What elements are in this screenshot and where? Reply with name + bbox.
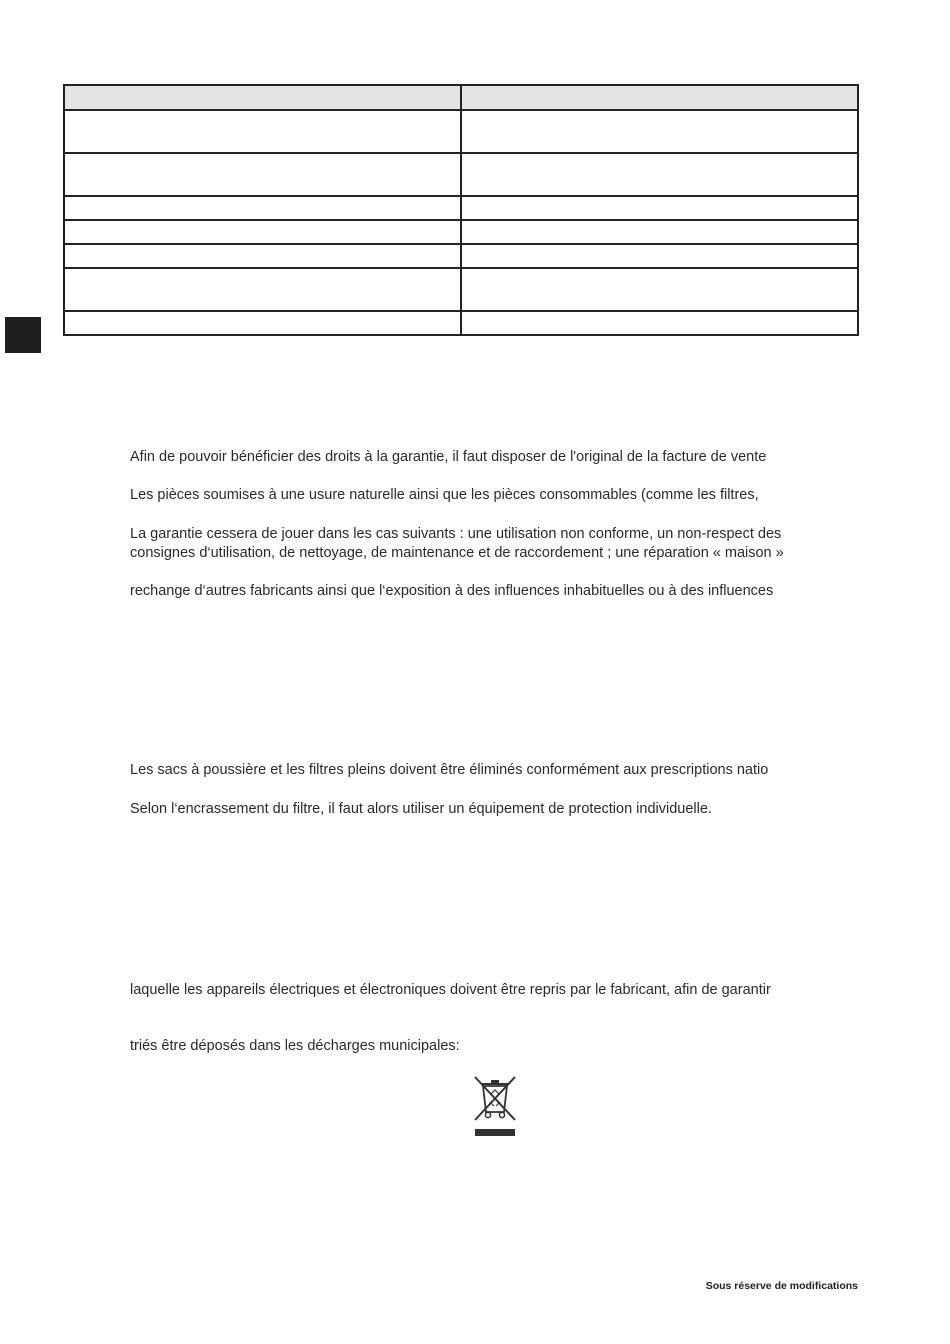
table-cell bbox=[461, 220, 858, 244]
footer-note: Sous réserve de modifications bbox=[705, 1280, 858, 1292]
table-row bbox=[64, 220, 858, 244]
warranty-exclusions-line-1: La garantie cessera de jouer dans les cas suivants : une utilisation non conforme, un non-respect des bbox=[130, 526, 782, 542]
section-tab-marker bbox=[5, 317, 41, 353]
disposal-bags-paragraph: Les sacs à poussière et les filtres pleins doivent être éliminés conformément aux prescriptions natio bbox=[130, 762, 769, 778]
table-cell bbox=[64, 311, 461, 335]
table-header-cell bbox=[64, 85, 461, 110]
table-cell bbox=[64, 220, 461, 244]
warranty-exclusions-line-2: consignes d‘utilisation, de nettoyage, de maintenance et de raccordement ; une réparation « maison » bbox=[130, 545, 784, 561]
protective-equipment-paragraph: Selon l‘encrassement du filtre, il faut alors utiliser un équipement de protection individuelle. bbox=[130, 801, 712, 817]
table-cell bbox=[461, 110, 858, 153]
table-cell bbox=[461, 244, 858, 268]
table-row bbox=[64, 311, 858, 335]
table-cell bbox=[64, 244, 461, 268]
table-cell bbox=[461, 153, 858, 196]
specification-table bbox=[63, 84, 859, 336]
table-cell bbox=[64, 153, 461, 196]
table-cell bbox=[64, 110, 461, 153]
warranty-exclusions-line-3: rechange d‘autres fabricants ainsi que l‘exposition à des influences inhabituelles ou à des influences bbox=[130, 583, 774, 599]
weee-directive-paragraph: laquelle les appareils électriques et électroniques doivent être repris par le fabricant, afin de garantir bbox=[130, 982, 771, 998]
table-header-cell bbox=[461, 85, 858, 110]
table-row bbox=[64, 196, 858, 220]
warranty-invoice-paragraph: Afin de pouvoir bénéficier des droits à la garantie, il faut disposer de l'original de la facture de vente bbox=[130, 449, 767, 465]
table-cell bbox=[64, 196, 461, 220]
table-cell bbox=[461, 311, 858, 335]
table-row bbox=[64, 268, 858, 311]
table-row bbox=[64, 244, 858, 268]
table-cell bbox=[64, 268, 461, 311]
table-cell bbox=[461, 268, 858, 311]
table-cell bbox=[461, 196, 858, 220]
municipal-disposal-paragraph: triés être déposés dans les décharges municipales: bbox=[130, 1038, 460, 1054]
wear-parts-paragraph: Les pièces soumises à une usure naturelle ainsi que les pièces consommables (comme les filtres, bbox=[130, 487, 759, 503]
crossed-out-wheelie-bin-icon bbox=[472, 1074, 518, 1140]
table-row bbox=[64, 153, 858, 196]
table-header-row bbox=[64, 85, 858, 110]
table-row bbox=[64, 110, 858, 153]
